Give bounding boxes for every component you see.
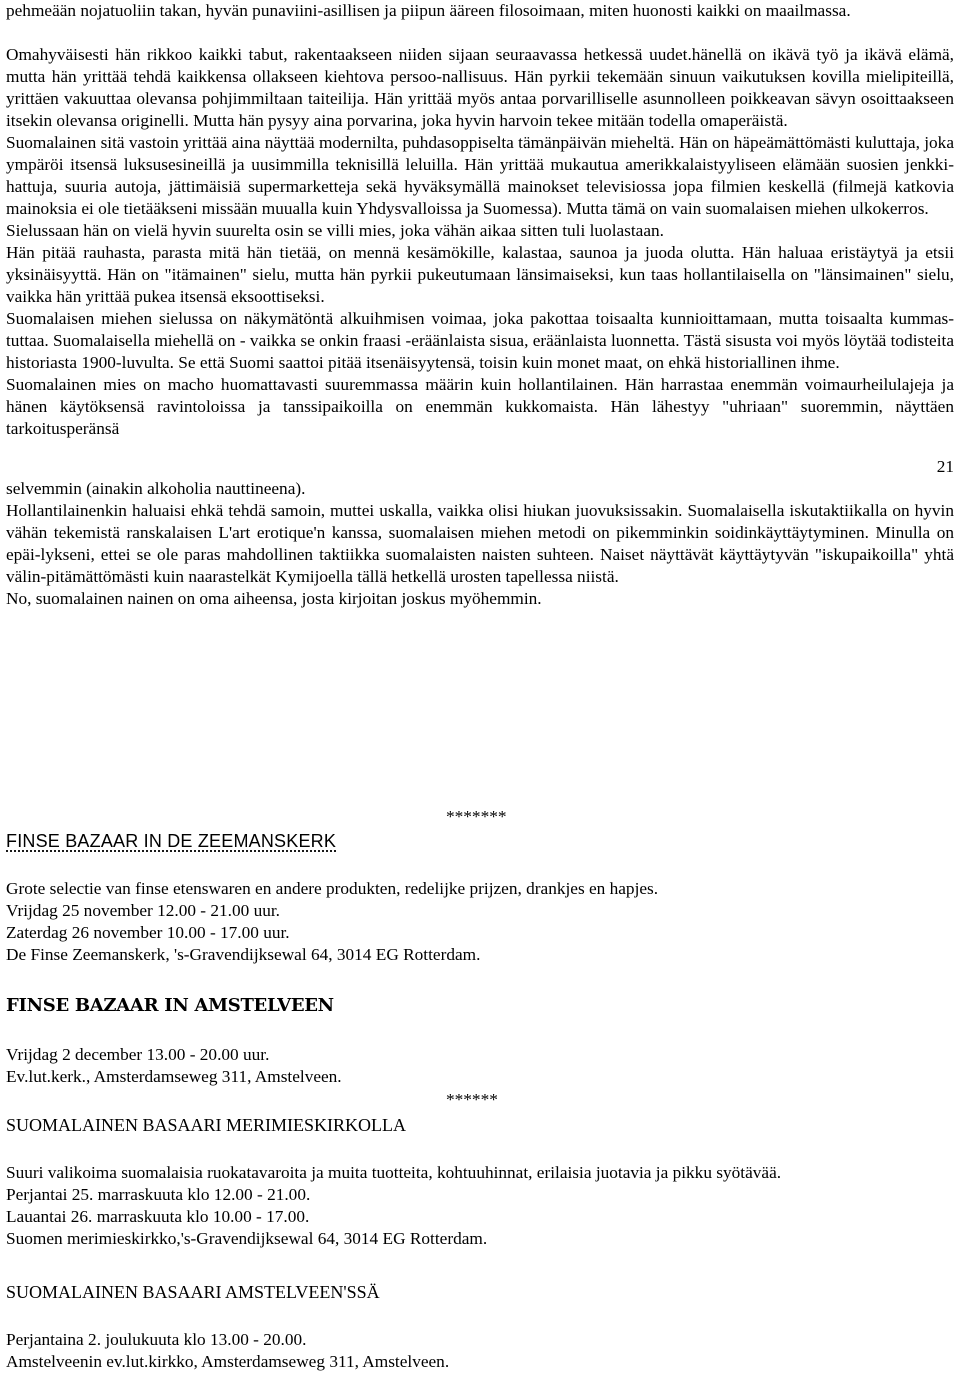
article-paragraph-1: Omahyväisesti hän rikkoo kaikki tabut, rakentaakseen niiden sijaan seuraavassa hetkessä uudet.hänellä on ikävä työ ja ikävä elämä, mutta hän yrittää tehdä kaikkensa ollakseen kiehtova persoo-nallisuus. Hän pyrkii tekemään sinuun vaikutuksen kovilla mielipiteillä, yrittäen vakuuttaa olevansa pohjimmiltaan taiteilija. Hän yrittää myös antaa porvarilliselle asunnolleen poikkeavan sävyn osoittaakseen itsekin olevansa originelli. Mutta hän pysyy aina porvarina, joka hyvin harvoin tekee mitään todella omaperäistä.: [6, 45, 954, 130]
separator-stars: *******: [446, 807, 507, 826]
article-paragraph-6: Suomalainen mies on macho huomattavasti suuremmassa määrin kuin hollantilainen. Hän harrastaa enemmän voimaurheilulajeja ja hänen käytöksensä ravintoloissa ja tanssipaikoilla on enemmän kukkomaista. Hän lähestyy "uhriaan" suoremmin, näyttäen tarkoitusperänsä: [6, 375, 954, 438]
article-paragraph-7: selvemmin (ainakin alkoholia nauttineena).: [6, 479, 306, 498]
event-date: Zaterdag 26 november 10.00 - 17.00 uur.: [6, 923, 290, 942]
event-date: Vrijdag 25 november 12.00 - 21.00 uur.: [6, 901, 280, 920]
event-block-zeemanskerk: [6, 878, 954, 966]
article-body: [6, 0, 954, 610]
article-paragraph-2: Suomalainen sitä vastoin yrittää aina näyttää modernilta, puhdasoppiselta tämänpäivän mieheltä. Hän on häpeämättömästi kuluttaja, joka ympäröi itsensä luksusesineillä ja uusimmilla teknisillä leluilla. Hän yrittää mukautua amerikkalaistyyliseen elämään suosien jenkki-hattuja, suuria autoja, jättimäisiä supermarketteja sekä hyväksymällä mainokset televisiossa jopa filmien keskellä (filmejä katkovia mainoksia ei ole tietääkseni missään muualla kuin Yhdysvalloissa ja Suomessa). Mutta tämä on vain suomalaisen miehen ulkokerros.: [6, 133, 954, 218]
article-paragraph-4: Hän pitää rauhasta, parasta mitä hän tietää, on mennä kesämökille, kalastaa, saunoa ja juoda olutta. Hän haluaa eristäytyä ja etsii yksinäisyyttä. Hän on "itämainen" sielu, mutta hän pyrkii pukeutumaan länsimaiseksi, kun taas hollantilaisella on "länsimainen" sielu, vaikka hän yrittää pukea itsensä eksoottiseksi.: [6, 243, 954, 306]
article-paragraph-0: pehmeään nojatuoliin takan, hyvän punaviini-asillisen ja piipun ääreen filosoimaan, miten huonosti kaikki on maailmassa.: [6, 1, 851, 20]
event-location: De Finse Zeemanskerk, 's-Gravendijksewal 64, 3014 EG Rotterdam.: [6, 945, 481, 964]
article-paragraph-5: Suomalaisen miehen sielussa on näkymätöntä alkuihmisen voimaa, joka pakottaa toisaalta kunnioittamaan, mutta toisaalta kummas-tuttaa. Suomalaisella miehellä on - vaikka se onkin fraasi -eräänlaista sisua, eräänlaista luonnetta. Tästä sisusta voi myös löytää todisteita historiasta 1900-luvulta. Se että Suomi saattoi pitää itsenäisyytensä, toisin kuin monet maat, on ehkä historiallinen ihme.: [6, 309, 954, 372]
event-block-merimieskirkko: [6, 1162, 954, 1250]
event-description: Grote selectie van finse etenswaren en andere produkten, redelijke prijzen, drankjes en hapjes.: [6, 879, 659, 898]
article-paragraph-8: Hollantilainenkin haluaisi ehkä tehdä samoin, muttei uskalla, vaikka olisi hiukan juovuksissakin. Suomalaisella iskutaktiikalla on hyvin vähän tekemistä ranskalaisen L'art erotique'n kanssa, suomalaisen miehen metodi on pikemminkin soidinkäyttäytyminen. Minulla on epäi-lykseni, ettei se ole paras mahdollinen taktiikka suomalaisten naisten suhteen. Naiset näyttävät käyttäytyvän "iskupaikoilla" yhtä välin-pitämättömästi kuin naarastelkät Kymijoella tällä hetkellä urosten tapellessa niistä.: [6, 501, 954, 586]
event-location: Amstelveenin ev.lut.kirkko, Amsterdamseweg 311, Amstelveen.: [6, 1352, 450, 1371]
event-location: Ev.lut.kerk., Amsterdamseweg 311, Amstelveen.: [6, 1067, 342, 1086]
article-paragraph-9: No, suomalainen nainen on oma aiheensa, josta kirjoitan joskus myöhemmin.: [6, 589, 542, 608]
page-number: 21: [936, 457, 954, 476]
event-description: Suuri valikoima suomalaisia ruokatavaroita ja muita tuotteita, kohtuuhinnat, erilaisia juotavia ja pikku syötävää.: [6, 1163, 782, 1182]
event-date: Lauantai 26. marraskuuta klo 10.00 - 17.00.: [6, 1207, 310, 1226]
event-block-amstelveen: [6, 1044, 954, 1088]
event-location: Suomen merimieskirkko,'s-Gravendijksewal 64, 3014 EG Rotterdam.: [6, 1229, 488, 1248]
event-title: SUOMALAINEN BASAARI AMSTELVEEN'SSÄ: [6, 1282, 380, 1302]
event-title: FINSE BAZAAR IN AMSTELVEEN: [6, 995, 334, 1016]
event-title: FINSE BAZAAR IN DE ZEEMANSKERK: [6, 831, 337, 851]
article-paragraph-3: Sielussaan hän on vielä hyvin suurelta osin se villi mies, joka vähän aikaa sitten tuli luolastaan.: [6, 221, 664, 240]
separator-stars: ******: [446, 1090, 498, 1109]
event-title: SUOMALAINEN BASAARI MERIMIESKIRKOLLA: [6, 1115, 406, 1135]
event-date: Perjantai 25. marraskuuta klo 12.00 - 21.00.: [6, 1185, 311, 1204]
event-block-amstelveen-fi: [6, 1329, 954, 1373]
event-date: Vrijdag 2 december 13.00 - 20.00 uur.: [6, 1045, 270, 1064]
event-date: Perjantaina 2. joulukuuta klo 13.00 - 20.00.: [6, 1330, 307, 1349]
